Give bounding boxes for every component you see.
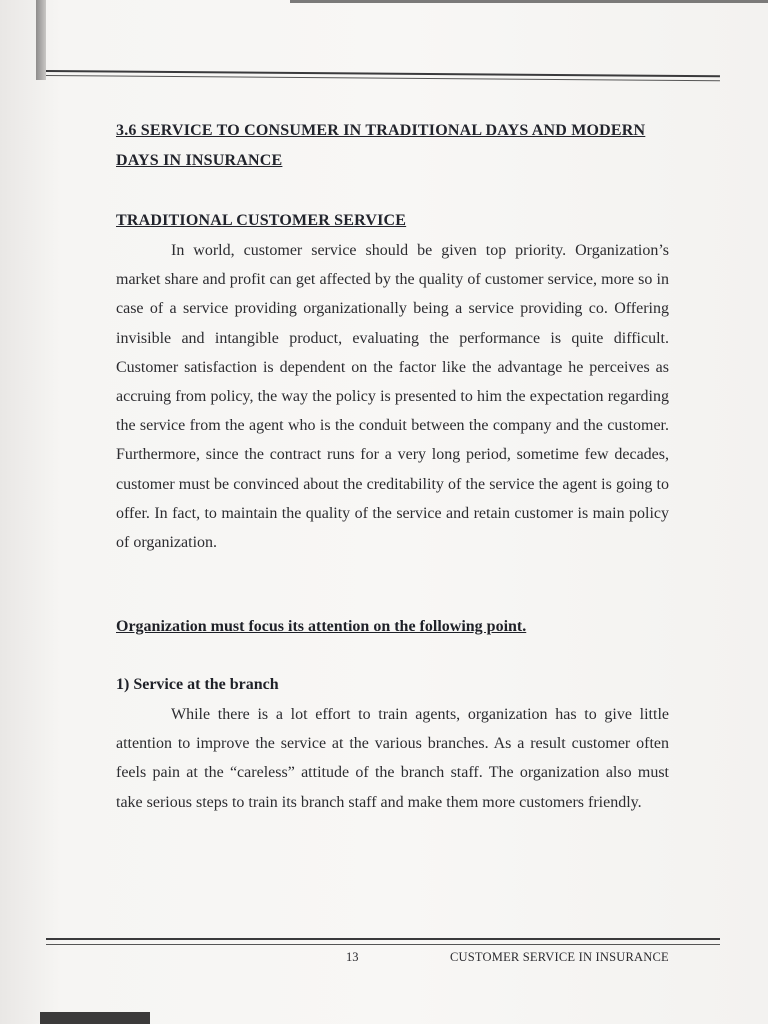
traditional-paragraph: In world, customer service should be given top priority. Organization’s market share and profit can get affected by the quality of customer service, more so in case of a service providing organizationally being a service providing co. Offering invisible and intangible product, evaluating the performance is quite difficult. Customer satisfaction is dependent on the factor like the advantage he perceives as accruing from policy, the way the policy is presented to him the expectation regarding the service from the agent who is the conduit between the company and the customer. Furthermore, since the contract runs for a very long period, sometime few decades, customer must be convinced about the creditability of the service the agent is going to offer. In fact, to maintain the quality of the service and retain customer is main policy of organization. (116, 242, 669, 552)
point-1-paragraph: While there is a lot effort to train agents, organization has to give little attention to improve the service at the various branches. As a result customer often feels pain at the “careless” attitude of the branch staff. The organization also must take serious steps to train its branch staff and make them more customers friendly. (116, 706, 669, 811)
point-1-heading: 1) Service at the branch (116, 676, 279, 693)
section-heading: 3.6 SERVICE TO CONSUMER IN TRADITIONAL DAYS AND MODERN DAYS IN INSURANCE (116, 122, 646, 169)
subsection-heading: TRADITIONAL CUSTOMER SERVICE (116, 212, 407, 229)
page-top-edge (290, 0, 768, 3)
footer-rule-thin (46, 944, 720, 945)
footer-rule (46, 938, 720, 940)
focus-heading: Organization must focus its attention on the following point. (116, 618, 527, 635)
page-number: 13 (346, 950, 359, 964)
binding-shadow (36, 0, 46, 80)
running-title: CUSTOMER SERVICE IN INSURANCE (450, 950, 669, 964)
scan-corner-shadow (40, 1012, 150, 1024)
